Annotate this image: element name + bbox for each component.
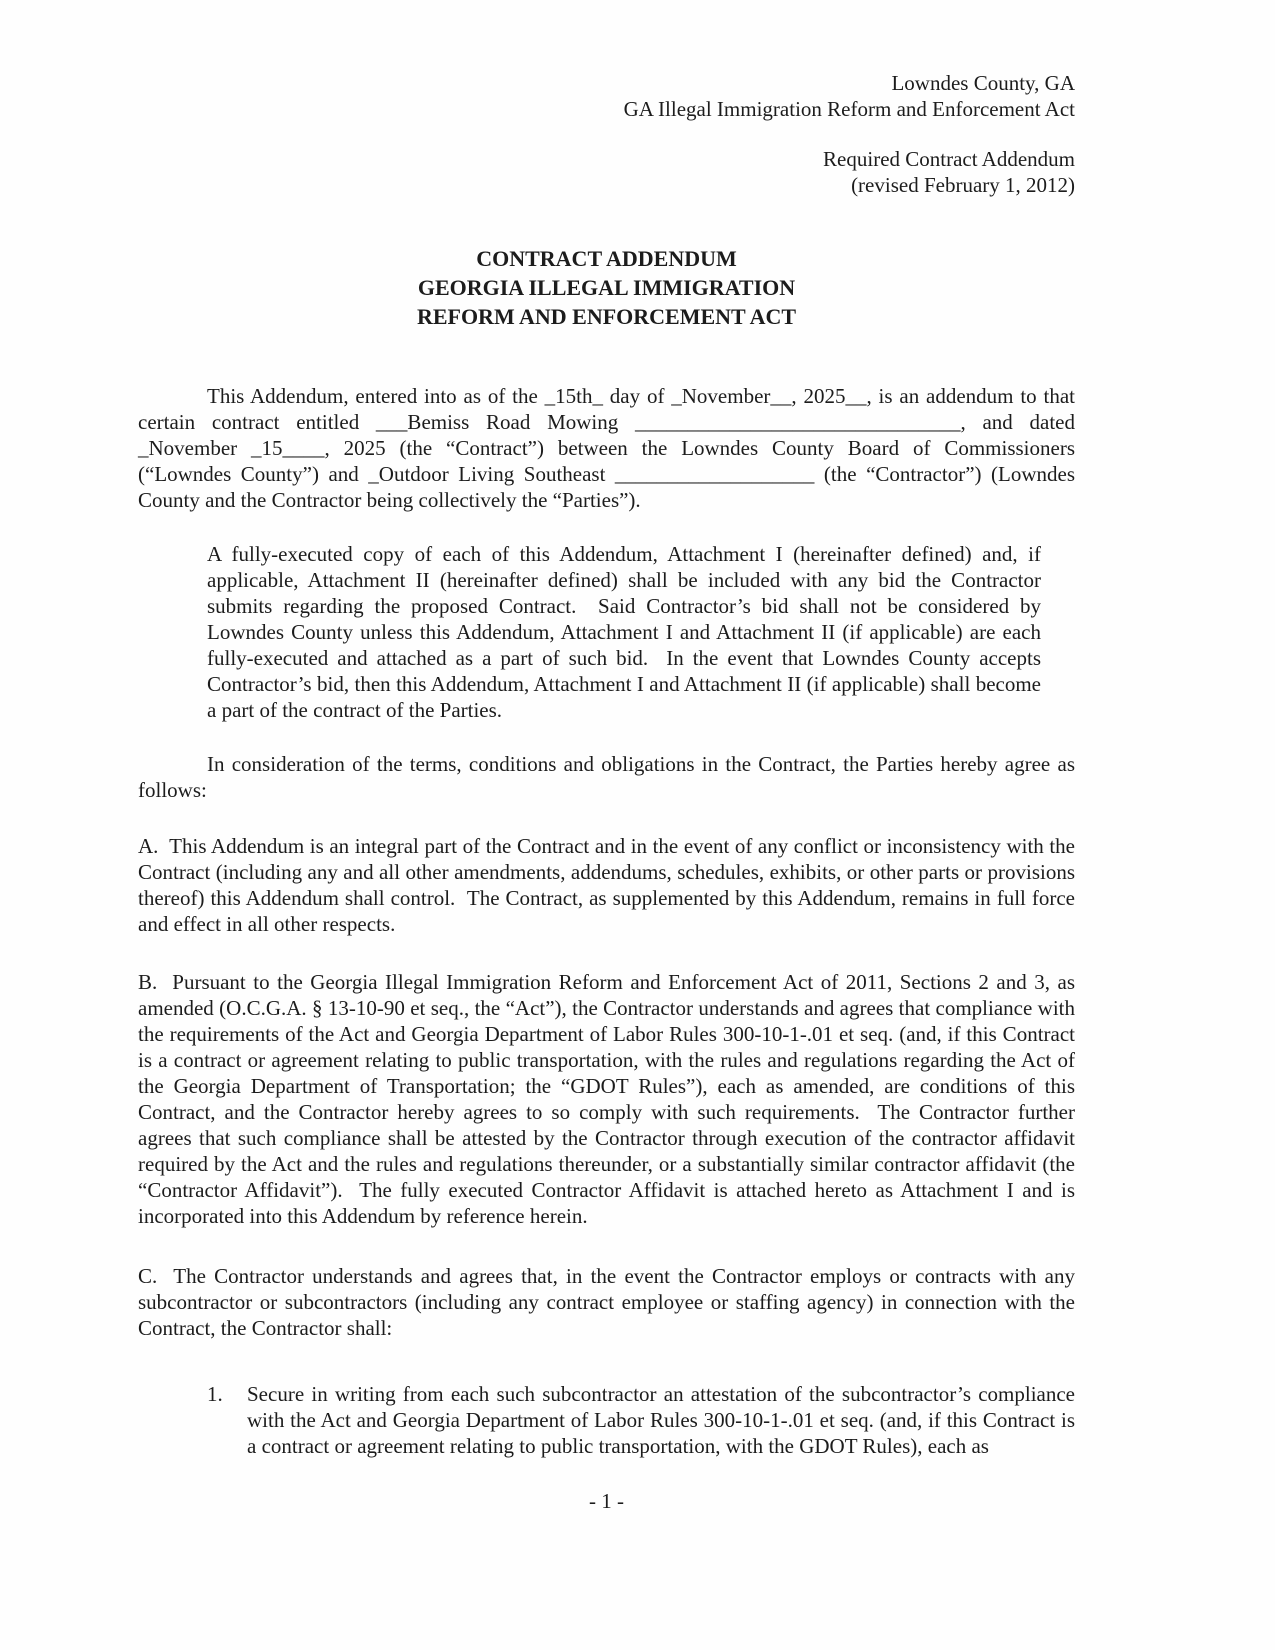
- title-line-1: CONTRACT ADDENDUM: [476, 246, 737, 271]
- section-a-paragraph: A. This Addendum is an integral part of the Contract and in the event of any conflict or inconsistency with the Contract (including any and all other amendments, addendums, schedules, exhibits, or other parts or provisions thereof) this Addendum shall control. The Contract, as supplemented by this Addendum, remains in full force and effect in all other respects.: [138, 834, 1081, 936]
- header-addendum-group: [138, 146, 1075, 198]
- header-act-line: GA Illegal Immigration Reform and Enforcement Act: [623, 97, 1075, 121]
- consideration-paragraph: In consideration of the terms, conditions and obligations in the Contract, the Parties hereby agree as follows:: [138, 752, 1081, 802]
- list-item-1: [207, 1381, 1081, 1459]
- header-required-line: Required Contract Addendum: [823, 147, 1075, 171]
- document-header: [138, 70, 1075, 198]
- title-line-2: GEORGIA ILLEGAL IMMIGRATION: [417, 275, 796, 300]
- header-county-line: Lowndes County, GA: [891, 71, 1075, 95]
- title-line-3: REFORM AND ENFORCEMENT ACT: [416, 304, 797, 329]
- section-b-paragraph: B. Pursuant to the Georgia Illegal Immigration Reform and Enforcement Act of 2011, Sections 2 and 3, as amended (O.C.G.A. § 13-10-90 et seq., the “Act”), the Contractor understands and agrees that compliance with the requirements of the Act and Georgia Department of Labor Rules 300-10-1-.01 et seq. (and, if this Contract is a contract or agreement relating to public transportation, with the rules and regulations regarding the Act of the Georgia Department of Transportation; the “GDOT Rules”), each as amended, are conditions of this Contract, and the Contractor hereby agrees to so comply with such requirements. The Contractor further agrees that such compliance shall be attested by the Contractor through execution of the contractor affidavit required by the Act and the rules and regulations thereunder, or a substantially similar contractor affidavit (the “Contractor Affidavit”). The fully executed Contractor Affidavit is attached hereto as Attachment I and is incorporated into this Addendum by reference herein.: [138, 970, 1081, 1228]
- section-c-paragraph: C. The Contractor understands and agrees that, in the event the Contractor employs or contracts with any subcontractor or subcontractors (including any contract employee or staffing agency) in connection with the Contract, the Contractor shall:: [138, 1264, 1081, 1340]
- header-jurisdiction-group: [138, 70, 1075, 122]
- page-number: - 1 -: [589, 1489, 624, 1513]
- list-item-1-text: Secure in writing from each such subcontractor an attestation of the subcontractor’s compliance with the Act and Georgia Department of Labor Rules 300-10-1-.01 et seq. (and, if this Contract is a contract or agreement relating to public transportation, with the GDOT Rules), each as: [247, 1382, 1081, 1458]
- list-item-1-number: 1.: [207, 1382, 223, 1406]
- header-revised-line: (revised February 1, 2012): [851, 173, 1075, 197]
- document-title: [138, 244, 1075, 331]
- attachment-block-paragraph: A fully-executed copy of each of this Addendum, Attachment I (hereinafter defined) and, if applicable, Attachment II (hereinafter defined) shall be included with any bid the Contractor submits regarding the proposed Contract. Said Contractor’s bid shall not be considered by Lowndes County unless this Addendum, Attachment I and Attachment II (if applicable) are each fully-executed and attached as a part of such bid. In the event that Lowndes County accepts Contractor’s bid, then this Addendum, Attachment I and Attachment II (if applicable) shall become a part of the contract of the Parties.: [207, 542, 1047, 722]
- intro-paragraph: This Addendum, entered into as of the _15th_ day of _November__, 2025__, is an addendum to that certain contract entitled ___Bemiss Road Mowing _______________________________, and dated _November _15____, 2025 (the “Contract”) between the Lowndes County Board of Commissioners (“Lowndes County”) and _Outdoor Living Southeast ___________________ (the “Contractor”) (Lowndes County and the Contractor being collectively the “Parties”).: [138, 384, 1081, 512]
